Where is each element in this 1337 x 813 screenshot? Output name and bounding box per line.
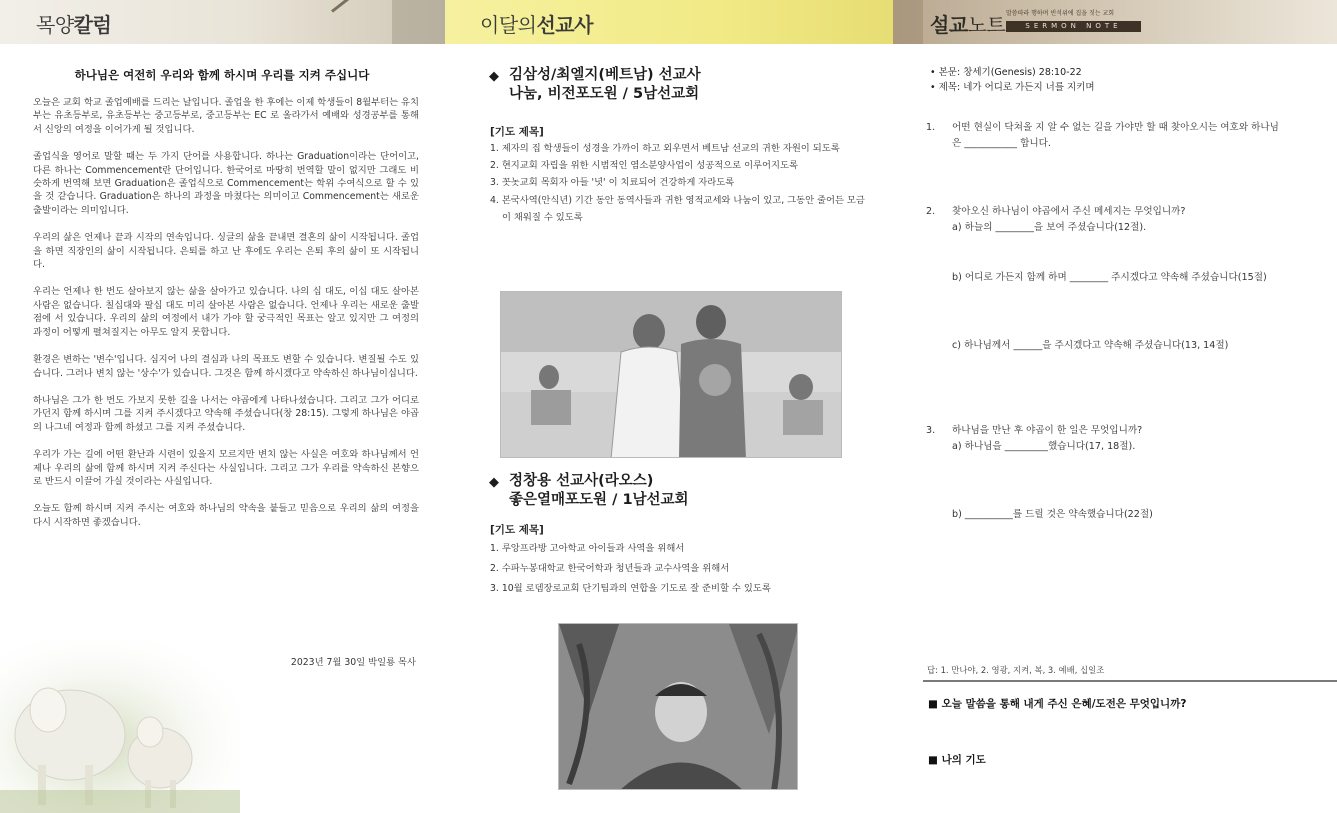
missionary-2-heading bbox=[489, 472, 689, 510]
prayer-item: 1. 루앙프라방 고아학교 아이들과 사역을 위해서 bbox=[490, 543, 685, 554]
question-2a: a) 하늘의 ________을 보여 주셨습니다(12절). bbox=[952, 222, 1147, 233]
prayer-item: 3. 10월 로뎀장로교회 단기팀과의 연합을 기도로 잘 준비할 수 있도록 bbox=[490, 583, 771, 594]
missionary-1-photo bbox=[500, 291, 842, 458]
sheep-image bbox=[0, 640, 240, 813]
question-number: 2. bbox=[926, 206, 936, 217]
sermon-meta bbox=[930, 65, 1095, 95]
sermon-note-english-label: SERMON NOTE bbox=[1006, 21, 1141, 32]
column-paragraph: 환경은 변하는 '변수'입니다. 심지어 나의 결심과 나의 목표도 변할 수 있습니다. 변질될 수도 있습니다. 그러나 변치 않는 '상수'가 있습니다. 그것은 함께 하시겠다고 약속하신 하나님이십니다. bbox=[33, 354, 419, 379]
my-prayer-prompt: ■ 나의 기도 bbox=[928, 754, 986, 766]
question-3 bbox=[926, 423, 1286, 439]
question-2b: b) 어디로 가든지 함께 하며 ________ 주시겠다고 약속해 주셨습니다(15절) bbox=[952, 272, 1267, 283]
question-text: 어떤 현실이 닥쳐올 지 알 수 없는 길을 가야만 할 때 찾아오시는 여호와 하나님은 ___________ 합니다. bbox=[952, 122, 1279, 149]
missionary-2-prayer-heading: [기도 제목] bbox=[490, 524, 544, 536]
missionary-2-prayer-list bbox=[490, 539, 870, 599]
header-title-prefix: 목양 bbox=[36, 13, 74, 37]
missionary-2-org: 좋은열매포도원 / 1남선교회 bbox=[509, 492, 689, 508]
missionary-2-photo-image bbox=[559, 624, 798, 790]
pen-illustration bbox=[331, 0, 396, 13]
question-2c: c) 하나님께서 ______을 주시겠다고 약속해 주셨습니다(13, 14절) bbox=[952, 340, 1229, 351]
missionary-1-heading bbox=[489, 66, 701, 104]
missionary-1-photo-image bbox=[501, 292, 842, 458]
question-3a: a) 하나님을 _________했습니다(17, 18절). bbox=[952, 441, 1136, 452]
missionary-1-prayer-list bbox=[490, 140, 870, 226]
column-header bbox=[0, 0, 445, 44]
prayer-item: 3. 꼿놋교회 목회자 아들 '녓' 이 치료되어 건강하게 자라도록 bbox=[490, 177, 735, 189]
missionary-header-title bbox=[480, 9, 593, 38]
header-title-suffix: 노트 bbox=[967, 13, 1006, 37]
column-paragraph: 우리가 가는 길에 어떤 환난과 시련이 있을지 모르지만 변치 않는 사실은 여호와 하나님께서 언제나 우리의 삶에 함께 하시며 지켜 주신다는 사실입니다. 그리고 그가 우리를 약속하신 본향으로 반드시 이끌어 가실 것이라는 사실입니다. bbox=[33, 449, 419, 487]
column-body bbox=[33, 96, 419, 543]
column-paragraph: 졸업식을 영어로 말할 때는 두 가지 단어를 사용합니다. 하나는 Graduation이라는 단어이고, 다른 하나는 Commencement란 단어입니다. 한국어로 마땅히 번역할 말이 없지만 그래도 비슷하게 번역해 보면 Graduation은 졸업식으로 Commencement는 학위 수여식으로 할 수 있을 것 같습니다. Graduation은 하나의 과정을 마쳤다는 의미이고 Commencement는 새로운 출발이라는 의미입니다. bbox=[33, 151, 419, 216]
grace-prompt: ■ 오늘 말씀을 통해 내게 주신 은혜/도전은 무엇입니까? bbox=[928, 698, 1187, 710]
missionary-header bbox=[445, 0, 893, 44]
sermon-note-section bbox=[893, 0, 1337, 813]
question-2 bbox=[926, 204, 1286, 220]
question-number: 1. bbox=[926, 122, 936, 133]
column-paragraph: 오늘도 함께 하시며 지켜 주시는 여호와 하나님의 약속을 붙들고 믿음으로 우리의 삶의 여정을 다시 시작하면 좋겠습니다. bbox=[33, 503, 419, 528]
question-3b: b) __________를 드릴 것은 약속했습니다(22절) bbox=[952, 509, 1153, 520]
sermon-note-header bbox=[893, 0, 1337, 44]
sermon-scripture: • 본문: 창세기(Genesis) 28:10-22 bbox=[930, 67, 1082, 78]
cross-illustration bbox=[893, 0, 923, 44]
missionary-section bbox=[445, 0, 893, 813]
question-1 bbox=[926, 120, 1286, 152]
column-paragraph: 하나님은 그가 한 번도 가보지 못한 길을 나서는 야곱에게 나타나셨습니다. 그리고 그가 어디로 가던지 함께 하시며 그를 지켜 주시겠다고 약속해 주셨습니다(창 28:15). 그렇게 하나님은 야곱의 나그네 여정과 함께 하셨고 그를 지켜 주셨습니다. bbox=[33, 394, 419, 433]
prayer-item: 2. 현지교회 자립을 위한 시범적인 염소분양사업이 성공적으로 이루어지도록 bbox=[490, 160, 798, 172]
prayer-item: 4. 본국사역(안식년) 기간 동안 동역사들과 귀한 영적교세와 나눔이 있고, 그동안 줄어든 모금이 채워질 수 있도록 bbox=[490, 194, 865, 223]
answer-key: 답: 1. 만나야, 2. 영광, 지켜, 복, 3. 예배, 십일조 bbox=[927, 665, 1105, 675]
divider-line bbox=[923, 680, 1337, 682]
header-title-bold: 칼럼 bbox=[73, 13, 112, 37]
diamond-icon: ◆ bbox=[489, 69, 499, 84]
missionary-1-prayer-heading: [기도 제목] bbox=[490, 126, 544, 138]
question-text: 하나님을 만난 후 야곱이 한 일은 무엇입니까? bbox=[952, 425, 1143, 436]
question-number: 3. bbox=[926, 425, 936, 436]
missionary-1-org: 나눔, 비전포도원 / 5남선교회 bbox=[509, 86, 700, 102]
header-title-bold: 선교사 bbox=[536, 13, 593, 37]
missionary-2-name: 정창용 선교사(라오스) bbox=[509, 473, 654, 489]
missionary-2-photo bbox=[558, 623, 798, 790]
sermon-note-header-title bbox=[930, 9, 1005, 38]
column-header-title bbox=[36, 9, 111, 38]
header-title-bold: 설교 bbox=[930, 13, 968, 37]
missionary-1-name: 김삼성/최엘지(베트남) 선교사 bbox=[509, 67, 701, 83]
pastor-column-section bbox=[0, 0, 445, 813]
sermon-title: • 제목: 네가 어디로 가든지 너를 지키며 bbox=[930, 82, 1095, 93]
column-paragraph: 오늘은 교회 학교 졸업예배를 드리는 날입니다. 졸업을 한 후에는 이제 학생들이 8월부터는 유치부는 유초등부로, 유초등부는 중고등부로, 중고등부는 EC 로 올라가서 예배와 성경공부를 통해서 신앙의 여정을 이어가게 될 것입니다. bbox=[33, 97, 419, 135]
column-title: 하나님은 여전히 우리와 함께 하시며 우리를 지켜 주십니다 bbox=[74, 68, 370, 82]
notebook-illustration bbox=[392, 0, 445, 44]
header-title-prefix: 이달의 bbox=[480, 13, 537, 37]
column-signature: 2023년 7월 30일 박일룡 목사 bbox=[290, 657, 416, 668]
column-paragraph: 우리의 삶은 언제나 끝과 시작의 연속입니다. 싱글의 삶을 끝내면 결혼의 삶이 시작됩니다. 졸업을 하면 직장인의 삶이 시작됩니다. 은퇴를 하고 난 후에도 우리는 은퇴 후의 삶이 또 시작됩니다. bbox=[33, 232, 419, 271]
column-paragraph: 우리는 언제나 한 번도 살아보지 않는 삶을 살아가고 있습니다. 나의 십 대도, 이십 대도 살아본 사람은 없습니다. 칠십대와 팔십 대도 미리 살아본 사람은 없습니다. 언제나 우리는 새로운 출발점에 서 있습니다. 우리의 삶의 여정에서 내가 가야 할 궁극적인 목표는 알고 있지만 그 여정의 과정이 어떻게 펼쳐질지는 아무도 알지 못합니다. bbox=[33, 286, 419, 338]
diamond-icon: ◆ bbox=[489, 475, 499, 490]
sermon-note-tagline: 말씀따라 행하며 빈석위에 집을 짓는 교회 bbox=[1006, 10, 1115, 17]
prayer-item: 1. 제자의 집 학생들이 성경을 가까이 하고 외우면서 베트남 선교의 귀한 자원이 되도록 bbox=[490, 143, 840, 154]
question-text: 찾아오신 하나님이 야곱에서 주신 메세지는 무엇입니까? bbox=[952, 206, 1186, 217]
prayer-item: 2. 수파누봉대학교 한국어학과 청년들과 교수사역을 위해서 bbox=[490, 563, 730, 574]
